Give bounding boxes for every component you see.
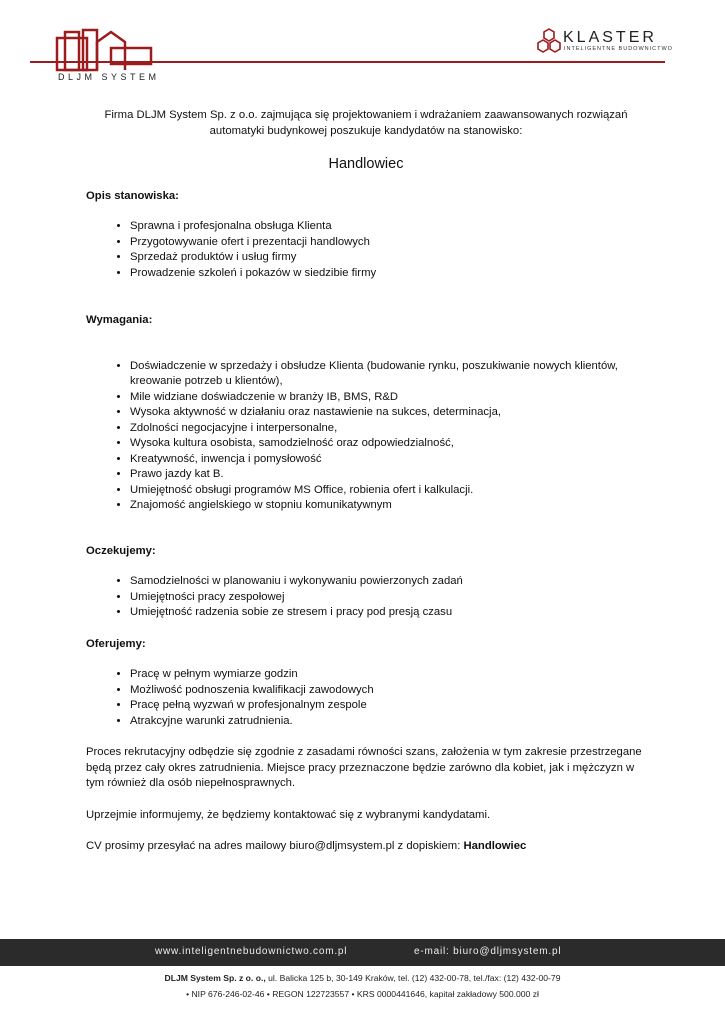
contact-note: Uprzejmie informujemy, że będziemy kontaktować się z wybranymi kandydatami. [86, 808, 491, 821]
footer-address: ul. Balicka 125 b, 30-149 Kraków, tel. (12) 432-00-78, tel./fax: (12) 432-00-79 [265, 973, 561, 983]
footer-company-name: DLJM System Sp. z o. o., [164, 973, 266, 983]
list-item: • Umiejętność radzenia sobie ze stresem i pracy pod presją czasu [130, 605, 646, 621]
equality-paragraph: Proces rekrutacyjny odbędzie się zgodnie z zasadami równości szans, założenia w tym zakresie przestrzegane będą przez cały okres zatrudnienia. Miejsce pracy przeznaczone będzie zarówno dla kobiet, jak i mężczyzn w tym również dla osób niepełnosprawnych. [86, 746, 642, 789]
list-item: • Atrakcyjne warunki zatrudnienia. [130, 714, 646, 730]
list-oferujemy [86, 667, 646, 729]
footer-email: e-mail: biuro@dljmsystem.pl [414, 946, 562, 957]
document-body [86, 108, 646, 855]
list-item: • Wysoka kultura osobista, samodzielność oraz odpowiedzialność, [130, 436, 646, 452]
klaster-logo-subtitle: INTELIGENTNE BUDOWNICTWO [564, 46, 673, 52]
section-title-oferujemy: Oferujemy: [86, 637, 146, 650]
list-item: • Pracę w pełnym wymiarze godzin [130, 667, 646, 683]
list-item: • Zdolności negocjacyjne i interpersonalne, [130, 421, 646, 437]
list-wymagania [86, 359, 646, 514]
list-item: • Wysoka aktywność w działaniu oraz nastawienie na sukces, determinacja, [130, 405, 646, 421]
list-item: • Prowadzenie szkoleń i pokazów w siedzibie firmy [130, 266, 646, 282]
list-item: • Możliwość podnoszenia kwalifikacji zawodowych [130, 683, 646, 699]
footer-bar [0, 939, 725, 966]
job-title: Handlowiec [328, 156, 404, 172]
list-opis [86, 219, 646, 281]
klaster-logo-name: KLASTER [563, 29, 657, 46]
letterhead [0, 0, 725, 90]
section-title-opis: Opis stanowiska: [86, 189, 179, 202]
list-item: • Umiejętności pracy zespołowej [130, 590, 646, 606]
list-item: • Sprzedaż produktów i usług firmy [130, 250, 646, 266]
intro-paragraph: Firma DLJM System Sp. z o.o. zajmująca się projektowaniem i wdrażaniem zaawansowanych rozwiązań automatyki budynkowej poszukuje kandydatów na stanowisko: [104, 109, 628, 137]
cv-instruction [86, 839, 646, 855]
footer-address-line [0, 973, 725, 983]
dljm-logo-text: DLJM SYSTEM [58, 72, 160, 82]
dljm-logo-icon [55, 28, 155, 72]
section-title-wymagania: Wymagania: [86, 314, 153, 326]
cv-keyword: Handlowiec [463, 840, 527, 852]
list-item: • Pracę pełną wyzwań w profesjonalnym zespole [130, 698, 646, 714]
list-item: • Przygotowywanie ofert i prezentacji handlowych [130, 235, 646, 251]
cv-instruction-text: CV prosimy przesyłać na adres mailowy biuro@dljmsystem.pl z dopiskiem: [86, 840, 464, 852]
klaster-hexagon-icon [535, 28, 563, 54]
list-item: • Umiejętność obsługi programów MS Office, robienia ofert i kalkulacji. [130, 483, 646, 499]
list-item: • Mile widziane doświadczenie w branży IB, BMS, R&D [130, 390, 646, 406]
list-item: • Doświadczenie w sprzedaży i obsłudze Klienta (budowanie rynku, poszukiwanie nowych klientów, kreowanie potrzeb u klientów), [130, 359, 646, 390]
list-item: • Samodzielności w planowaniu i wykonywaniu powierzonych zadań [130, 574, 646, 590]
header-divider [30, 61, 665, 63]
list-item: • Prawo jazdy kat B. [130, 467, 646, 483]
footer-website: www.inteligentnebudownictwo.com.pl [155, 946, 348, 957]
list-oczekujemy [86, 574, 646, 621]
section-title-oczekujemy: Oczekujemy: [86, 544, 156, 557]
list-item: • Znajomość angielskiego w stopniu komunikatywnym [130, 498, 646, 514]
list-item: • Kreatywność, inwencja i pomysłowość [130, 452, 646, 468]
footer-registry-line: • NIP 676-246-02-46 • REGON 122723557 • KRS 0000441646, kapitał zakładowy 500.000 zł [186, 989, 539, 999]
list-item: • Sprawna i profesjonalna obsługa Klienta [130, 219, 646, 235]
